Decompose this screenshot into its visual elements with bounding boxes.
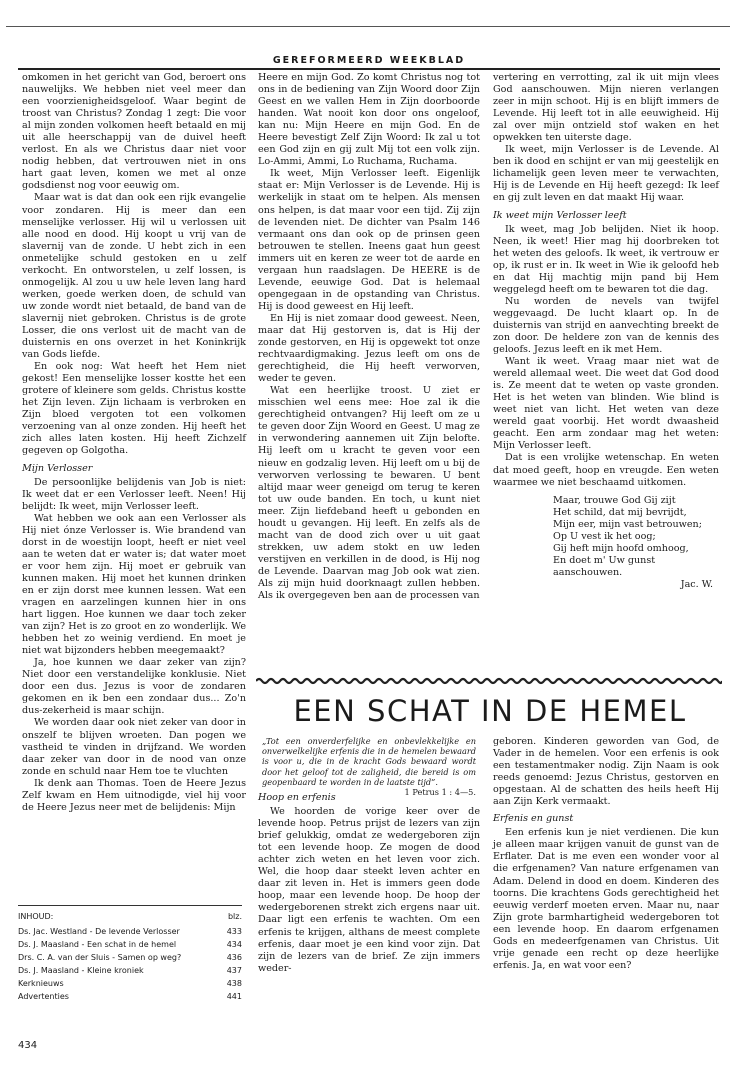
poem-line: Maar, trouwe God Gij zijt [553,494,676,506]
paragraph: Dat is een vrolijke wetenschap. En weten dat moed geeft, hoop en vreugde. Een weten waarmee we niet beschaamd uitkomen. [493,452,719,488]
poem-line: En doet m' Uw gunst aanschouwen. [553,554,656,578]
paragraph: omkomen in het gericht van God, beroert ons nauwelijks. We hebben niet veel meer dan een voorzienigheidsgeloof. Waar begint de troost van Christus? Zondag 1 zegt: Die voor al mijn zonden volkomen heeft betaald en mij uit alle heerschappij van de duivel heeft verlost. En als we Christus daar niet voor nodig hebben, dat vertrouwen niet in ons hart gaat leven, komen we met al onze godsdienst nog voor eeuwig om. [22,72,246,192]
toc-entry-page: 436 [226,953,242,962]
page-number: 434 [18,1040,38,1051]
column-1 [22,72,246,814]
paragraph: Nu worden de nevels van twijfel weggevaagd. De lucht klaart op. In de duisternis van strijd en aanvechting breekt de zon door. De heldere zon van de kennis des geloofs. Jezus leeft en ik met Hem. [493,295,719,356]
paragraph: vertering en verrotting, zal ik uit mijn vlees God aanschouwen. Mijn nieren verlangen zeer in mijn schoot. Hij is en blijft immers de Levende. Hij leeft tot in alle eeuwigheid. Hij zal over mijn ontzield stof waken en het opwekken ten uiterste dage. [493,72,719,144]
toc-entry-page: 437 [226,966,242,975]
paragraph: Ik weet, mag Job belijden. Niet ik hoop. Neen, ik weet! Hier mag hij doorbreken tot het weten des geloofs. Ik weet, ik vertrouw er op, ik rust er in. Ik weet in Wie ik geloofd heb en dat Hij machtig mijn pand bij Hem weggelegd heeft om te bewaren tot die dag. [493,223,719,295]
toc-entry-title: Kerknieuws [18,979,64,988]
article-title: EEN SCHAT IN DE HEMEL [293,694,687,728]
toc-entry-page: 433 [226,927,242,936]
epigraph [262,736,476,797]
toc-entry-title: Advertenties [18,992,69,1001]
paragraph: We worden daar ook niet zeker van door in onszelf te blijven wroeten. Dan pogen we vastheid te vinden in drijfzand. We worden daar zeker van door in de nood van onze zonde en schuld naar Hem toe te vluchten [22,717,246,777]
top-rule [6,26,730,27]
subheading: Mijn Verlosser [22,462,93,474]
toc-entry[interactable] [18,977,242,990]
article-column-2 [493,736,719,972]
paragraph: We hoorden de vorige keer over de levende hoop. Petrus prijst de lezers van zijn brief gelukkig, omdat ze wedergeboren zijn tot een levende hoop. Ze mogen de dood achter zich weten en het leven voor zich. Wel, die hoop daar steekt leven achter en daar zit leven in. Het is immers geen dode hoop, maar een levende hoop. De hoop der wedergeborenen strekt zich ergens naar uit. Daar ligt een erfenis te wachten. Om een erfenis te krijgen, althans de meest complete erfenis, daar moet je een kind voor zijn. Dat zijn de lezers van de brief. Ze zijn immers weder- [258,806,480,974]
column-3 [493,72,719,591]
paragraph: Ik weet, Mijn Verlosser leeft. Eigenlijk staat er: Mijn Verlosser is de Levende. Hij is werkelijk in staat om te helpen. Als mensen ons helpen, is dat maar voor een tijd. Zij zijn de levenden niet. De dichter van Psalm 146 vermaant ons dan ook op de prinsen geen betrouwen te stellen. Ineens gaat hun geest immers uit en keren ze weer tot de aarde en vergaan hun raadslagen. De HEERE is de Levende, eeuwige God. Dat is helemaal opengegaan in de opstanding van Christus. Hij is dood geweest en Hij leeft. [258,168,480,312]
column-2 [258,72,480,602]
paragraph: Ik weet, mijn Verlosser is de Levende. Al ben ik dood en schijnt er van mij geestelijk en lichamelijk geen leven meer te verwachten, Hij is de Levende en Hij heeft gezegd: Ik leef en gij zult leven en dat maakt Hij waar. [493,144,719,204]
toc-entry[interactable] [18,938,242,951]
paragraph: Maar wat is dat dan ook een rijk evangelie voor zondaren. Hij is meer dan een menselijke verlosser. Hij wil u verlossen uit alle nood en dood. Hij koopt u vrij van de slavernij van de zonde. U hebt zich in een onmetelijke schuld gestoken en u zelf verkocht. En ontworstelen, u zelf lossen, is onmogelijk. Al zou u uw hele leven lang hard werken, goede werken doen, de schuld van uw zonde wordt niet betaald, de band van de slavernij niet gebroken. Christus is de grote Losser, die ons verlost uit de macht van de duisternis en ons overzet in het Koninkrijk van Gods liefde. [22,192,246,361]
header-rule [18,68,720,70]
paragraph: De persoonlijke belijdenis van Job is niet: Ik weet dat er een Verlosser leeft. Neen! Hij belijdt: Ik weet, mijn Verlosser leeft. [22,476,246,512]
poem [553,495,719,579]
paragraph: En Hij is niet zomaar dood geweest. Neen, maar dat Hij gestorven is, dat is Hij der zonde gestorven, en Hij is opgewekt tot onze rechtvaardigmaking. Jezus leeft om ons de gerechtigheid, die Hij heeft verworven, weder te geven. [258,312,480,385]
toc-heading: INHOUD: [18,912,54,921]
paragraph: Ik denk aan Thomas. Toen de Heere Jezus Zelf kwam en Hem uitnodigde, viel hij voor de Heere Jezus neer met de belijdenis: Mijn [22,777,246,813]
subheading: Erfenis en gunst [493,813,574,825]
epigraph-text: „Tot een onverderfelijke en onbevlekkelijke en onverwelkelijke erfenis die in de hemelen bewaard is voor u, die in de kracht Gods bewaard wordt door het geloof tot de zaligheid, die bereid is om geopenbaard te worden in de laatste tijd”. [262,736,476,787]
paragraph: geboren. Kinderen geworden van God, de Vader in de hemelen. Voor een erfenis is ook een testamentmaker nodig. Zijn Naam is ook reeds genoemd: Jezus Christus, gestorven en opgestaan. Al de schatten des heils heeft Hij aan Zijn Kerk vermaakt. [493,736,719,808]
toc-entry-title: Ds. J. Maasland - Kleine kroniek [18,966,144,975]
poem-line: Mijn eer, mijn vast betrouwen; [553,518,702,530]
toc-page-label: blz. [227,912,242,921]
paragraph: Heere en mijn God. Zo komt Christus nog tot ons in de bediening van Zijn Woord door Zijn Geest en we vallen Hem in Zijn doorboorde handen. Wat nooit kon door ons ongeloof, kan nu: Mijn Heere en mijn God. En de Heere bevestigt Zelf Zijn Woord: Ik zal u tot een God zijn en gij zult Mij tot een volk zijn. Lo-Ammi, Ammi, Lo Ruchama, Ruchama. [258,72,480,168]
masthead: GEREFORMEERD WEEKBLAD [272,55,466,66]
subheading: Ik weet mijn Verlosser leeft [493,209,627,221]
toc-entry-page: 438 [226,979,242,988]
paragraph: Wat hebben we ook aan een Verlosser als Hij niet ónze Verlosser is. Wie brandend van dorst in de woestijn loopt, heeft er niet veel aan te weten dat er water is; dat water moet er voor hem zijn. Hij moet er gebruik van kunnen maken. Hij moet het kunnen drinken en er zijn dorst mee kunnen lessen. Wat een vragen en aarzelingen kunnen hier in ons hart liggen. Hoe kunnen we daar toch zeker van zijn? Het is zo groot en zo wonderlijk. We hebben het zo weinig verdiend. En moet je niet wat bijzonders hebben meegemaakt? [22,512,246,657]
poem-line: Op U vest ik het oog; [553,530,656,542]
toc-entry-title: Ds. J. Maasland - Een schat in de hemel [18,940,177,949]
toc-entry-page: 441 [226,992,242,1001]
signature: Jac. W. [680,578,713,590]
toc-entry-page: 434 [226,940,242,949]
paragraph: En ook nog: Wat heeft het Hem niet gekost! Een menselijke losser kostte het een grotere of kleinere som gelds. Christus kostte het Zijn leven. Zijn lichaam is verbroken en Zijn bloed vergoten tot een volkomen verzoening van al onze zonden. Hij heeft het zich alles laten kosten. Hij heeft Zichzelf gegeven op Golgotha. [22,361,246,457]
toc-rule [18,905,242,906]
table-of-contents [18,905,242,1003]
toc-entry-title: Ds. Jac. Westland - De levende Verlosser [18,927,180,936]
wavy-divider [256,676,722,686]
article-column-1 [258,792,480,975]
paragraph: Wat een heerlijke troost. U ziet er misschien wel eens mee: Hoe zal ik die gerechtigheid ontvangen? Hij leeft om ze u te geven door Zijn Woord en Geest. U mag ze in verwondering aannemen uit Zijn belofte. Hij leeft om u kracht te geven voor een nieuw en godzalig leven. Hij leeft om u bij de verworven verlossing te bewaren. U bent altijd maar weer geneigd om terug te keren tot uw oude banden. En toch, u kunt niet meer. Zijn liefdeband heeft u gebonden en houdt u gevangen. Hij leeft. En zelfs als de macht van de dood zich over u uit gaat strekken, uw adem stokt en uw leden verstijven en verkillen in de dood, is Hij nog de Levende. Daarvan mag Job ook wat zien. Als zij mijn huid doorknaagt zullen hebben. Als ik overgegeven ben aan de processen van [258,385,480,602]
toc-entry[interactable] [18,990,242,1003]
paragraph: Want ik weet. Vraag maar niet wat de wereld allemaal weet. Die weet dat God dood is. Ze meent dat te weten op vaste gronden. Het is het weten van blinden. Wie blind is weet niet van licht. Het weten van deze wereld gaat voorbij. Het wordt dwaasheid geacht. Een arm zondaar mag het weten: Mijn Verlosser leeft. [493,356,719,452]
toc-entry-title: Drs. C. A. van der Sluis - Samen op weg? [18,953,182,962]
paragraph: Een erfenis kun je niet verdienen. Die kun je alleen maar krijgen vanuit de gunst van de Erflater. Dat is me even een wonder voor al die erfgenamen? Van nature erfgenamen van Adam. Delend in dood en doem. Kinderen des toorns. Die krachtens Gods gerechtigheid het eeuwig verderf moeten erven. Maar nu, naar Zijn grote barmhartigheid wedergeboren tot een levende hoop. En daarom erfgenamen Gods en medeerfgenamen van Christus. Uit vrije genade een recht op deze heerlijke erfenis. Ja, en wat voor een? [493,827,719,971]
toc-entry[interactable] [18,964,242,977]
epigraph-reference: 1 Petrus 1 : 4—5. [404,787,476,798]
toc-entry[interactable] [18,951,242,964]
subheading: Hoop en erfenis [258,792,336,803]
poem-line: Het schild, dat mij bevrijdt, [553,506,687,518]
poem-line: Gij heft mijn hoofd omhoog, [553,542,689,554]
paragraph: Ja, hoe kunnen we daar zeker van zijn? Niet door een verstandelijke konklusie. Niet door een dus. Jezus is voor de zondaren gekomen en ik ben een zondaar dus... Zo'n dus-zekerheid is maar schijn. [22,657,246,717]
toc-entry[interactable] [18,925,242,938]
